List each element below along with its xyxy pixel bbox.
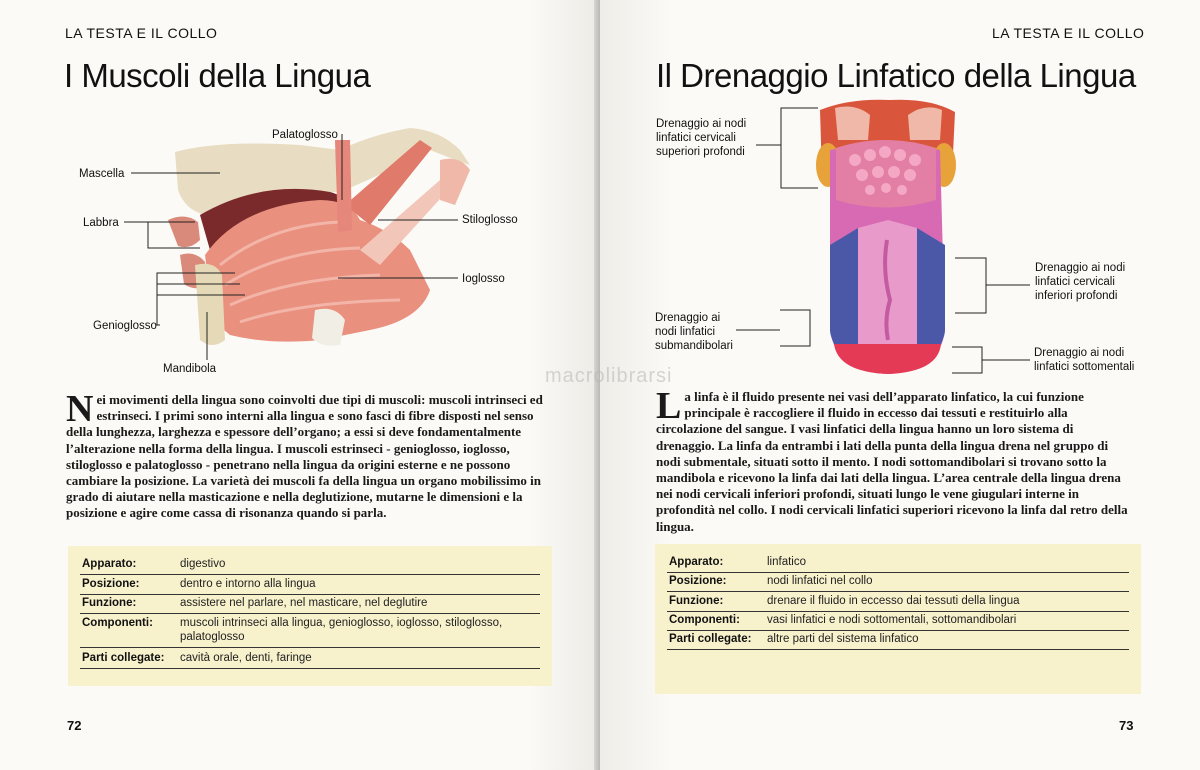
info-row [80,557,540,575]
info-value: cavità orale, denti, faringe [180,652,312,664]
info-row [667,613,1129,631]
page-title: Il Drenaggio Linfatico della Lingua [656,57,1136,94]
drop-cap: L [656,385,682,427]
page-number: 73 [1119,718,1134,733]
info-row [667,574,1129,592]
info-key: Parti collegate: [669,633,752,645]
info-key: Funzione: [82,597,137,609]
page-title: I Muscoli della Lingua [64,57,371,94]
label-genioglosso: Genioglosso [93,320,157,332]
drop-cap: N [66,388,94,430]
info-key: Parti collegate: [82,652,165,664]
info-row [80,596,540,614]
label-submandibolari: Drenaggio ai nodi linfatici submandibolari [655,312,733,352]
label-ioglosso: Ioglosso [462,273,505,285]
tongue-muscles-illustration [0,0,600,380]
info-key: Funzione: [669,595,724,607]
info-key: Componenti: [82,617,153,629]
info-box [68,546,552,686]
info-value: assistere nel parlare, nel masticare, nel deglutire [180,597,428,609]
info-row [80,651,540,669]
info-value: altre parti del sistema linfatico [767,633,919,645]
label-palatoglosso: Palatoglosso [272,129,338,141]
watermark: macrolibrarsi [545,365,673,387]
body-text [66,388,544,522]
info-row [667,594,1129,612]
info-value: digestivo [180,558,226,570]
label-stiloglosso: Stiloglosso [462,214,518,226]
running-head: LA TESTA E IL COLLO [992,25,1145,41]
info-key: Apparato: [669,556,724,568]
info-row [667,555,1129,573]
body-paragraph: a linfa è il fluido presente nei vasi dell’apparato linfatico, la cui funzione principale è raccogliere il fluido in eccesso dai tessuti e restituirlo alla circolazione del sangue. I vasi linfatici della lingua hanno un loro sistema di drenaggio. La linfa da entrambi i lati della punta della lingua drena nel gruppo di nodi submentale, situati sotto il mento. I nodi sottomandibolari si trovano sotto la mandibola e ricevono la linfa dai lati della lingua. L’area centrale della lingua drena nei nodi cervicali inferiori profondi, situati lungo le vene giugulari interne in profondità nel collo. I nodi cervicali linfatici superiori ricevono la linfa dal retro della lingua. [656,389,1128,534]
info-row [667,632,1129,650]
info-key: Posizione: [669,575,727,587]
info-value: vasi linfatici e nodi sottomentali, sottomandibolari [767,614,1017,626]
info-value: drenare il fluido in eccesso dai tessuti della lingua [767,595,1020,607]
page-number: 72 [67,718,82,733]
info-row [80,616,540,648]
label-inferiori: Drenaggio ai nodi linfatici cervicali inferiori profondi [1035,262,1126,302]
label-mandibola: Mandibola [163,363,217,375]
info-value: linfatico [767,556,806,568]
label-mascella: Mascella [79,168,125,180]
info-value: muscoli intrinseci alla lingua, genioglosso, ioglosso, stiloglosso, palatoglosso [180,617,503,643]
info-box [655,544,1141,694]
info-key: Posizione: [82,578,140,590]
info-value: nodi linfatici nel collo [767,575,873,587]
label-labbra: Labbra [83,217,119,229]
right-page [600,0,1200,770]
label-sottomentali: Drenaggio ai nodi linfatici sottomentali [1034,347,1135,373]
body-paragraph: ei movimenti della lingua sono coinvolti due tipi di muscoli: muscoli intrinseci ed estrinseci. I primi sono interni alla lingua e sono fasci di fibre disposti nel senso della lunghezza, larghezza e spessore dell’organo; a essi si deve fondamentalmente l’alterazione nella forma della lingua. I muscoli estrinseci - genioglosso, ioglosso, stiloglosso e palatoglosso - penetrano nella lingua da origini esterne e ne possono cambiare la posizione. La varietà dei muscoli fa della lingua un organo mobilissimo in grado di aiutare nella masticazione e nella deglutizione, mutarne le dimensioni e la posizione e agire come cassa di risonanza quando si parla. [66,392,543,521]
info-row [80,577,540,595]
label-superiori: Drenaggio ai nodi linfatici cervicali superiori profondi [656,118,747,158]
body-text [656,385,1129,535]
info-key: Apparato: [82,558,137,570]
info-value: dentro e intorno alla lingua [180,578,316,590]
running-head: LA TESTA E IL COLLO [65,25,218,41]
info-key: Componenti: [669,614,740,626]
